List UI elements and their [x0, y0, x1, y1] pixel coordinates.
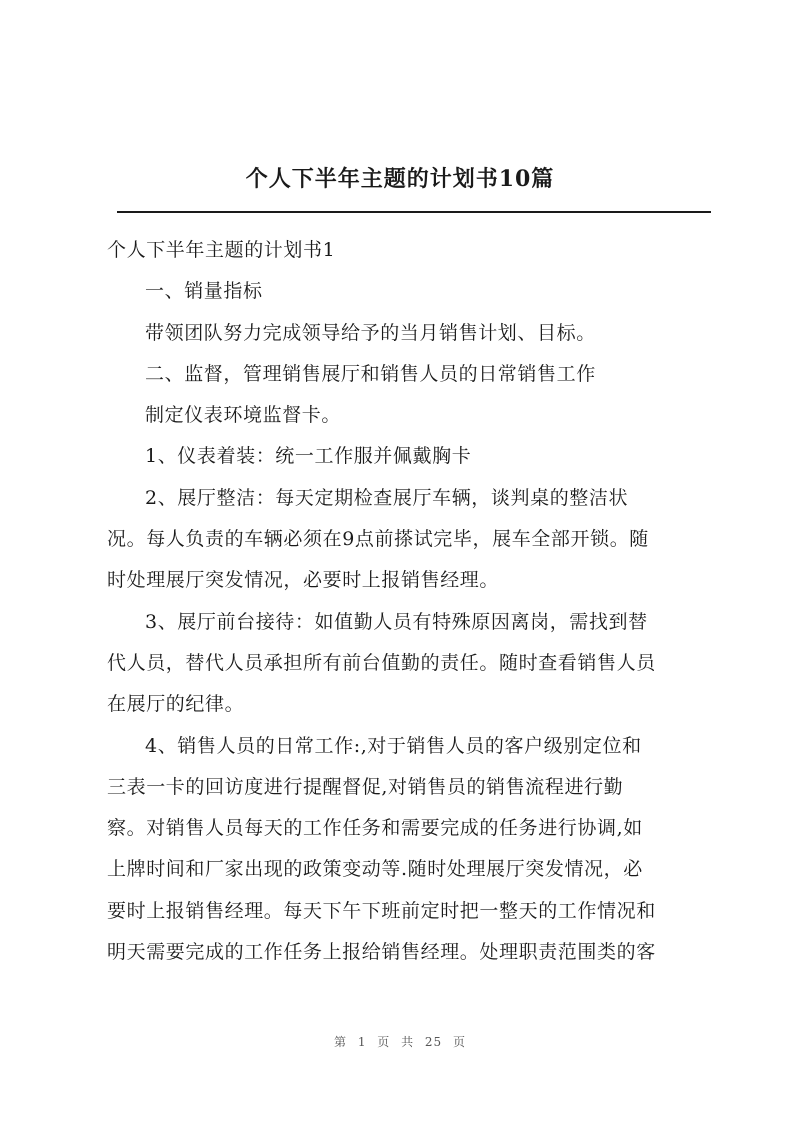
paragraph-line: 制定仪表环境监督卡。: [145, 404, 342, 427]
paragraph-line: 在展厅的纪律。: [107, 693, 245, 716]
paragraph-line: 时处理展厅突发情况，必要时上报销售经理。: [107, 569, 500, 592]
section-heading: 个人下半年主题的计划书1: [107, 239, 336, 261]
document-body: [107, 230, 707, 973]
paragraph-line: 代人员，替代人员承担所有前台值勤的责任。随时查看销售人员: [107, 651, 656, 674]
paragraph-line: 2、展厅整洁：每天定期检查展厅车辆，谈判桌的整洁状: [145, 486, 629, 509]
paragraph-line: 3、展厅前台接待：如值勤人员有特殊原因离岗，需找到替: [145, 610, 648, 633]
paragraph-line: 三表一卡的回访度进行提醒督促,对销售员的销售流程进行勤: [107, 775, 624, 798]
paragraph-line: 况。每人负责的车辆必须在9点前搽试完毕，展车全部开锁。随: [107, 528, 649, 551]
paragraph-line: 明天需要完成的工作任务上报给销售经理。处理职责范围类的客: [107, 941, 656, 964]
page-footer: 第 1 页 共 25 页: [334, 1035, 466, 1049]
paragraph-line: 二、监督，管理销售展厅和销售人员的日常销售工作: [145, 362, 596, 385]
paragraph-line: 1、仪表着装：统一工作服并佩戴胸卡: [145, 445, 472, 468]
paragraph-line: 带领团队努力完成领导给予的当月销售计划、目标。: [145, 321, 596, 344]
title-divider: [117, 211, 711, 213]
paragraph-line: 上牌时间和厂家出现的政策变动等.随时处理展厅突发情况，必: [107, 858, 643, 881]
paragraph-line: 一、销量指标: [145, 280, 263, 303]
paragraph-line: 4、销售人员的日常工作:,对于销售人员的客户级别定位和: [145, 734, 642, 757]
paragraph-line: 察。对销售人员每天的工作任务和需要完成的任务进行协调,如: [107, 817, 643, 840]
paragraph-line: 要时上报销售经理。每天下午下班前定时把一整天的工作情况和: [107, 899, 656, 922]
document-title: 个人下半年主题的计划书10篇: [245, 166, 555, 192]
